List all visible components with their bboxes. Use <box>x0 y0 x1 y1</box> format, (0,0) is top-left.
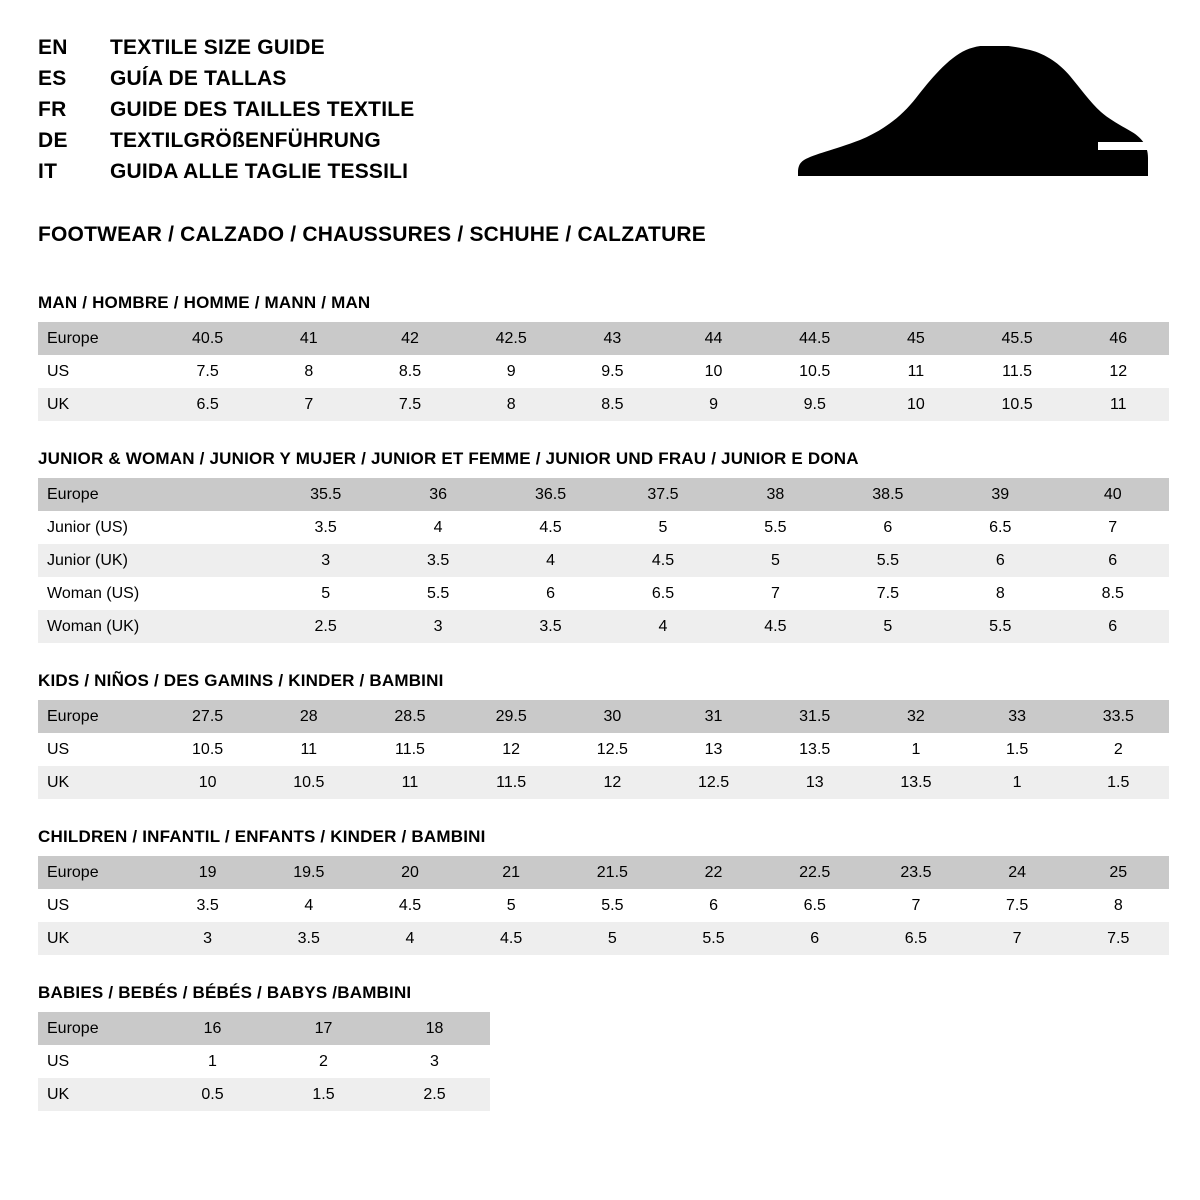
size-cell: 7.5 <box>1068 922 1169 955</box>
row-label: Woman (UK) <box>38 610 157 643</box>
size-cell: 1 <box>157 1045 268 1078</box>
size-cell: 40.5 <box>157 322 258 355</box>
size-cell: 19 <box>157 856 258 889</box>
size-cell: 4.5 <box>461 922 562 955</box>
language-code: ES <box>38 67 67 90</box>
size-cell: 1 <box>967 766 1068 799</box>
size-cell: 5.5 <box>382 577 494 610</box>
size-table <box>38 322 1169 421</box>
size-cell: 27.5 <box>157 700 258 733</box>
size-cell: 7.5 <box>832 577 944 610</box>
size-cell: 22 <box>663 856 764 889</box>
size-cell: 32 <box>865 700 966 733</box>
size-cell: 2 <box>1068 733 1169 766</box>
size-cell: 41 <box>258 322 359 355</box>
size-table <box>38 1012 490 1111</box>
size-cell: 6 <box>1057 610 1169 643</box>
table-row <box>38 700 1169 733</box>
category-title: FOOTWEAR / CALZADO / CHAUSSURES / SCHUHE / CALZATURE <box>38 223 707 246</box>
size-cell: 24 <box>967 856 1068 889</box>
language-text: TEXTILGRÖßENFÜHRUNG <box>110 129 381 152</box>
size-table <box>38 700 1169 799</box>
size-cell <box>157 478 269 511</box>
row-label: Junior (UK) <box>38 544 157 577</box>
table-row <box>38 511 1169 544</box>
size-cell: 9 <box>663 388 764 421</box>
size-cell: 36 <box>382 478 494 511</box>
size-cell <box>157 544 269 577</box>
size-cell: 31.5 <box>764 700 865 733</box>
size-cell: 3.5 <box>258 922 359 955</box>
size-cell: 7.5 <box>359 388 460 421</box>
size-cell: 19.5 <box>258 856 359 889</box>
row-label: UK <box>38 1078 157 1111</box>
size-cell: 7 <box>1057 511 1169 544</box>
size-cell: 45 <box>865 322 966 355</box>
row-label: US <box>38 355 157 388</box>
size-cell: 13 <box>663 733 764 766</box>
size-cell: 4 <box>494 544 606 577</box>
size-cell: 5 <box>719 544 831 577</box>
size-cell: 7 <box>967 922 1068 955</box>
size-cell: 6.5 <box>865 922 966 955</box>
size-cell: 6 <box>764 922 865 955</box>
size-section-junior-woman <box>38 449 1162 643</box>
row-label: Europe <box>38 856 157 889</box>
size-cell: 22.5 <box>764 856 865 889</box>
size-cell: 7 <box>719 577 831 610</box>
size-cell: 0.5 <box>157 1078 268 1111</box>
size-cell: 2 <box>268 1045 379 1078</box>
size-cell <box>157 610 269 643</box>
language-text: TEXTILE SIZE GUIDE <box>110 36 325 59</box>
row-label: Europe <box>38 700 157 733</box>
size-cell: 17 <box>268 1012 379 1045</box>
size-cell: 13.5 <box>865 766 966 799</box>
size-cell: 42.5 <box>461 322 562 355</box>
row-label: Junior (US) <box>38 511 157 544</box>
size-cell: 10.5 <box>258 766 359 799</box>
size-cell: 21 <box>461 856 562 889</box>
size-cell: 9 <box>461 355 562 388</box>
size-section-babies <box>38 983 1162 1111</box>
size-cell: 7.5 <box>967 889 1068 922</box>
size-cell: 1.5 <box>1068 766 1169 799</box>
table-row <box>38 478 1169 511</box>
size-cell: 30 <box>562 700 663 733</box>
language-text: GUIDA ALLE TAGLIE TESSILI <box>110 160 409 183</box>
size-cell: 6 <box>663 889 764 922</box>
size-cell: 9.5 <box>764 388 865 421</box>
size-cell: 4.5 <box>494 511 606 544</box>
size-cell: 10 <box>157 766 258 799</box>
size-table <box>38 856 1169 955</box>
size-cell: 12.5 <box>562 733 663 766</box>
size-cell: 1 <box>865 733 966 766</box>
language-code: DE <box>38 129 68 152</box>
size-cell: 44.5 <box>764 322 865 355</box>
size-cell: 5 <box>461 889 562 922</box>
size-cell: 5 <box>562 922 663 955</box>
table-row <box>38 1078 490 1111</box>
row-label: UK <box>38 766 157 799</box>
size-cell: 11 <box>359 766 460 799</box>
size-cell: 5.5 <box>562 889 663 922</box>
size-cell: 8 <box>258 355 359 388</box>
size-cell: 31 <box>663 700 764 733</box>
language-text: GUIDE DES TAILLES TEXTILE <box>110 98 415 121</box>
size-tables-container <box>38 293 1162 1111</box>
size-cell: 8 <box>944 577 1056 610</box>
size-cell: 8.5 <box>359 355 460 388</box>
size-cell: 12.5 <box>663 766 764 799</box>
size-cell: 5.5 <box>663 922 764 955</box>
size-cell: 35.5 <box>269 478 381 511</box>
table-row <box>38 856 1169 889</box>
size-cell: 4.5 <box>359 889 460 922</box>
section-title: JUNIOR & WOMAN / JUNIOR Y MUJER / JUNIOR ET FEMME / JUNIOR UND FRAU / JUNIOR E DONA <box>38 449 859 468</box>
size-cell: 10.5 <box>157 733 258 766</box>
size-cell: 4 <box>607 610 719 643</box>
row-label: Europe <box>38 1012 157 1045</box>
size-cell: 3 <box>269 544 381 577</box>
size-cell: 20 <box>359 856 460 889</box>
table-row <box>38 1012 490 1045</box>
size-cell: 3.5 <box>494 610 606 643</box>
size-cell: 12 <box>1068 355 1169 388</box>
size-cell: 8 <box>461 388 562 421</box>
size-cell: 5 <box>832 610 944 643</box>
size-cell: 6 <box>944 544 1056 577</box>
size-cell: 2.5 <box>269 610 381 643</box>
section-title: MAN / HOMBRE / HOMME / MANN / MAN <box>38 293 371 312</box>
language-code: IT <box>38 160 58 183</box>
size-cell: 42 <box>359 322 460 355</box>
size-section-man <box>38 293 1162 421</box>
size-cell: 4.5 <box>607 544 719 577</box>
size-cell: 3 <box>382 610 494 643</box>
size-cell: 6.5 <box>607 577 719 610</box>
size-cell: 4 <box>258 889 359 922</box>
section-title: BABIES / BEBÉS / BÉBÉS / BABYS /BAMBINI <box>38 983 412 1002</box>
size-cell: 28 <box>258 700 359 733</box>
size-cell: 40 <box>1057 478 1169 511</box>
size-cell: 29.5 <box>461 700 562 733</box>
size-cell: 11 <box>1068 388 1169 421</box>
size-cell: 11.5 <box>359 733 460 766</box>
section-title: KIDS / NIÑOS / DES GAMINS / KINDER / BAMBINI <box>38 671 444 690</box>
row-label: US <box>38 733 157 766</box>
size-cell: 7 <box>865 889 966 922</box>
size-cell: 16 <box>157 1012 268 1045</box>
size-cell: 8.5 <box>1057 577 1169 610</box>
table-row <box>38 889 1169 922</box>
size-cell: 33 <box>967 700 1068 733</box>
size-cell: 5 <box>269 577 381 610</box>
size-cell: 11.5 <box>461 766 562 799</box>
size-cell: 44 <box>663 322 764 355</box>
row-label: US <box>38 889 157 922</box>
size-cell: 38.5 <box>832 478 944 511</box>
table-row <box>38 355 1169 388</box>
size-cell: 28.5 <box>359 700 460 733</box>
size-cell: 6.5 <box>764 889 865 922</box>
size-cell: 46 <box>1068 322 1169 355</box>
table-row <box>38 922 1169 955</box>
size-cell: 11 <box>258 733 359 766</box>
table-row <box>38 766 1169 799</box>
size-cell: 3 <box>379 1045 490 1078</box>
size-cell: 39 <box>944 478 1056 511</box>
language-code: EN <box>38 36 68 59</box>
size-cell: 8 <box>1068 889 1169 922</box>
size-cell: 12 <box>562 766 663 799</box>
size-cell: 8.5 <box>562 388 663 421</box>
row-label: US <box>38 1045 157 1078</box>
size-cell: 23.5 <box>865 856 966 889</box>
size-cell: 7 <box>258 388 359 421</box>
size-cell: 3.5 <box>157 889 258 922</box>
language-text: GUÍA DE TALLAS <box>110 67 287 90</box>
size-cell: 6 <box>1057 544 1169 577</box>
size-cell: 5.5 <box>719 511 831 544</box>
table-row <box>38 577 1169 610</box>
size-cell: 3.5 <box>269 511 381 544</box>
size-cell: 11 <box>865 355 966 388</box>
language-code: FR <box>38 98 67 121</box>
size-section-kids <box>38 671 1162 799</box>
size-cell: 3.5 <box>382 544 494 577</box>
size-cell: 10 <box>865 388 966 421</box>
table-row <box>38 733 1169 766</box>
size-cell: 12 <box>461 733 562 766</box>
size-cell: 1.5 <box>967 733 1068 766</box>
size-cell: 33.5 <box>1068 700 1169 733</box>
size-cell: 5 <box>607 511 719 544</box>
size-table <box>38 478 1169 643</box>
row-label: Europe <box>38 478 157 511</box>
size-cell: 21.5 <box>562 856 663 889</box>
section-title: CHILDREN / INFANTIL / ENFANTS / KINDER / BAMBINI <box>38 827 486 846</box>
size-cell: 11.5 <box>967 355 1068 388</box>
size-cell: 4.5 <box>719 610 831 643</box>
size-cell <box>157 577 269 610</box>
size-cell: 36.5 <box>494 478 606 511</box>
size-cell: 38 <box>719 478 831 511</box>
table-row <box>38 322 1169 355</box>
size-cell: 18 <box>379 1012 490 1045</box>
size-cell: 5.5 <box>832 544 944 577</box>
size-cell: 6.5 <box>944 511 1056 544</box>
size-cell: 6 <box>494 577 606 610</box>
size-cell: 5.5 <box>944 610 1056 643</box>
row-label: UK <box>38 922 157 955</box>
size-cell: 2.5 <box>379 1078 490 1111</box>
table-row <box>38 544 1169 577</box>
size-cell: 37.5 <box>607 478 719 511</box>
size-cell: 9.5 <box>562 355 663 388</box>
size-section-children <box>38 827 1162 955</box>
row-label: UK <box>38 388 157 421</box>
table-row <box>38 1045 490 1078</box>
size-cell: 7.5 <box>157 355 258 388</box>
row-label: Woman (US) <box>38 577 157 610</box>
size-cell: 10.5 <box>764 355 865 388</box>
size-cell: 6.5 <box>157 388 258 421</box>
size-cell: 3 <box>157 922 258 955</box>
row-label: Europe <box>38 322 157 355</box>
table-row <box>38 388 1169 421</box>
size-cell: 1.5 <box>268 1078 379 1111</box>
size-cell: 13.5 <box>764 733 865 766</box>
size-cell: 13 <box>764 766 865 799</box>
size-cell: 6 <box>832 511 944 544</box>
size-cell: 43 <box>562 322 663 355</box>
dress-shoe-icon <box>798 46 1148 176</box>
size-cell: 4 <box>382 511 494 544</box>
size-cell <box>157 511 269 544</box>
size-cell: 10 <box>663 355 764 388</box>
size-cell: 10.5 <box>967 388 1068 421</box>
size-cell: 45.5 <box>967 322 1068 355</box>
table-row <box>38 610 1169 643</box>
size-cell: 4 <box>359 922 460 955</box>
size-cell: 25 <box>1068 856 1169 889</box>
